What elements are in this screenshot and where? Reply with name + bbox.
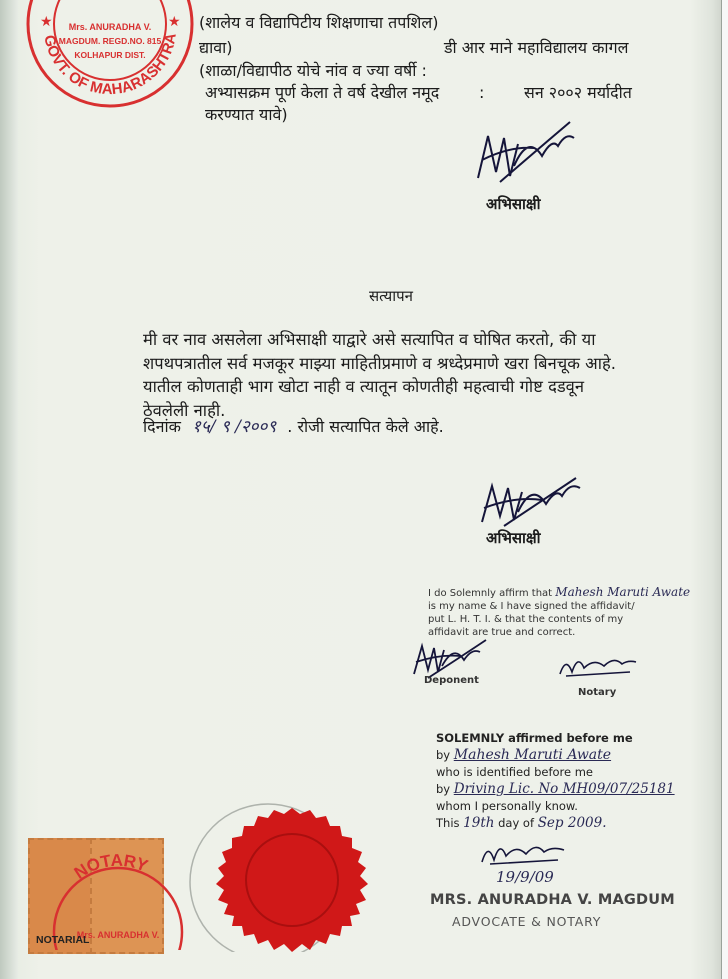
- affirm-line-3: put L. H. T. I. & that the contents of my: [428, 614, 624, 625]
- verification-date-line: [143, 416, 444, 438]
- deponent-label-1: अभिसाक्षी: [486, 195, 541, 213]
- wax-seal-icon: [196, 800, 388, 956]
- verification-line-2: शपथपत्रातील सर्व मजकूर माझ्या माहितीप्रमाणे व श्रध्देप्रमाणे खरा बिनचूक आहे.: [143, 353, 616, 373]
- affirm-name-handwritten: Mahesh Maruti Awate: [555, 585, 691, 599]
- top-line-5: करण्यात यावे): [205, 105, 288, 124]
- notary-signature-2: [478, 838, 570, 868]
- seal-line-3: KOLHAPUR DIST.: [74, 50, 146, 60]
- notary-print-name: MRS. ANURADHA V. MAGDUM: [430, 892, 675, 908]
- top-line-2-right: डी आर माने महाविद्यालय कागल: [444, 38, 629, 57]
- deponent-label-2: अभिसाक्षी: [486, 529, 541, 547]
- seal-arc-bottom-text: GOVT. OF MAHARASHTRA: [40, 31, 180, 99]
- seal-line-2: MAGDUM. REGD.NO. 815: [58, 36, 162, 46]
- affirm-notary-label: Notary: [578, 687, 617, 698]
- bottom-seal-name: Mrs. ANURADHA V.: [76, 930, 160, 940]
- notary-sign-date: 19/9/09: [496, 868, 554, 886]
- notary-line-3: who is identified before me: [436, 765, 594, 779]
- seal-star-right: ★: [168, 14, 181, 30]
- top-line-4-right: सन २००२ मर्यादीत: [524, 83, 632, 102]
- affirmation-stamp: [428, 586, 698, 639]
- notary-line-1: SOLEMNLY affirmed before me: [436, 731, 633, 745]
- seal-star-left: ★: [40, 14, 53, 30]
- deponent-signature-2: [476, 474, 586, 532]
- affirm-line-2: is my name & I have signed the affidavit/: [428, 601, 635, 612]
- top-line-3: (शाळा/विद्यापीठ योचे नांव व ज्या वर्षी :: [199, 61, 427, 80]
- deponent-signature-1: [470, 116, 582, 192]
- notary-signature-1: [556, 650, 640, 680]
- notarial-label: NOTARIAL: [36, 934, 90, 946]
- top-line-4-colon: :: [479, 83, 485, 102]
- notary-line-4: by Driving Lic. No MH09/07/25181: [436, 781, 675, 797]
- affirm-line-1: I do Solemnly affirm that Mahesh Maruti Awate: [428, 585, 691, 599]
- verification-line-1: मी वर नाव असलेला अभिसाक्षी याद्वारे असे सत्यापित व घोषित करतो, की या: [143, 330, 596, 349]
- verification-heading: सत्यापन: [369, 287, 413, 305]
- notary-line-6: This 19th day of Sep 2009.: [436, 815, 607, 831]
- verification-paragraph: [143, 328, 683, 422]
- page-right-edge: [721, 0, 728, 979]
- bottom-seal-arc-text: NOTARY: [70, 850, 151, 883]
- notary-print-title: ADVOCATE & NOTARY: [452, 914, 602, 929]
- top-line-4-left: अभ्यासक्रम पूर्ण केला ते वर्ष देखील नमूद: [205, 83, 440, 102]
- verification-line-4: ठेवलेली नाही.: [143, 400, 226, 420]
- notary-line-2: by Mahesh Maruti Awate: [436, 747, 612, 763]
- date-handwritten: १५/ ९ /२००९: [192, 417, 277, 437]
- notary-seal-top: [26, 0, 198, 118]
- top-line-2-left: द्यावा): [199, 38, 233, 57]
- verification-line-3: यातील कोणताही भाग खोटा नाही व त्यातून कोणतीही महत्वाची गोष्ट दडवून: [143, 377, 585, 396]
- top-line-1: (शालेय व विद्यापिटीय शिक्षणाचा तपशिल): [199, 13, 439, 32]
- seal-line-1: Mrs. ANURADHA V.: [68, 22, 152, 32]
- date-prefix: दिनांक: [143, 417, 181, 436]
- affirm-line-4: affidavit are true and correct.: [428, 627, 576, 638]
- affirm-deponent-label: Deponent: [424, 675, 479, 686]
- notary-line-5: whom I personally know.: [436, 799, 578, 813]
- left-binding-fold: [0, 0, 18, 979]
- date-suffix: . रोजी सत्यापित केले आहे.: [287, 417, 444, 436]
- notary-statement: [436, 730, 716, 832]
